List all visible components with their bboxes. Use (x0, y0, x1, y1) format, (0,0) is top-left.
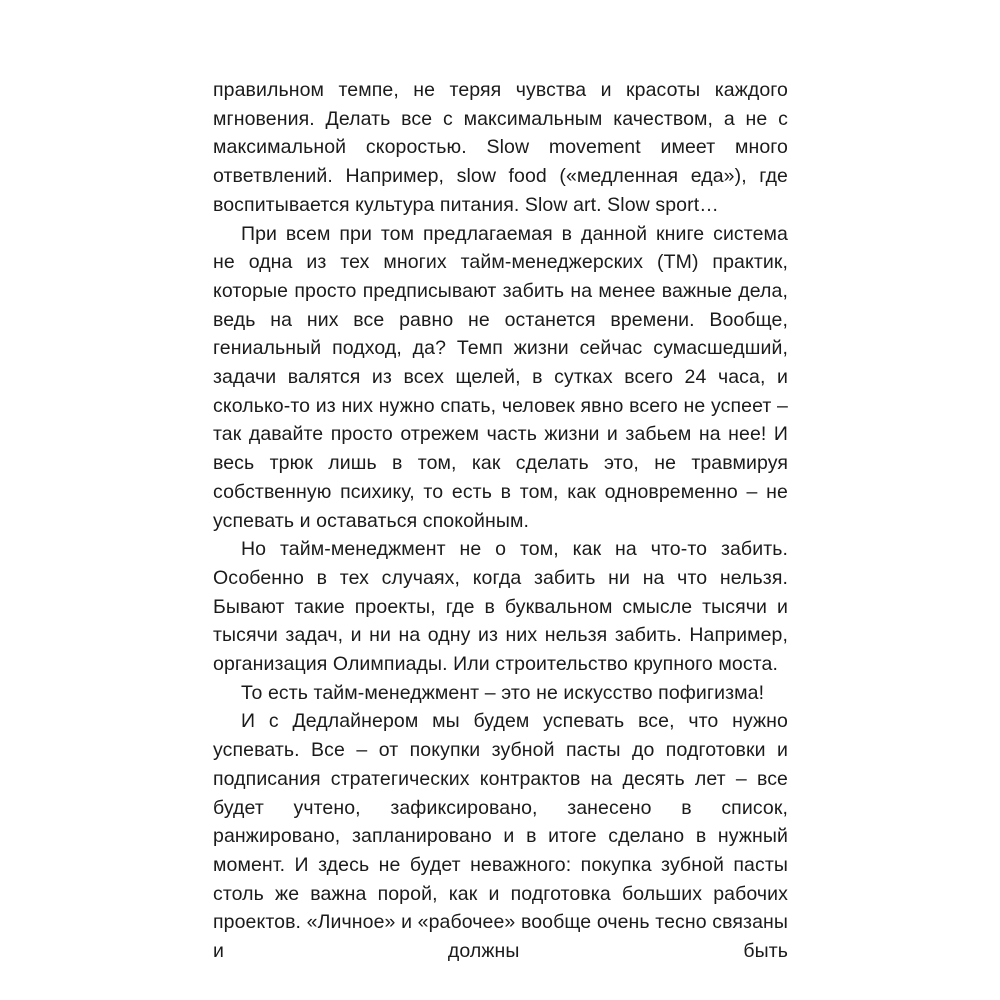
paragraph-continues-next-page: И с Дедлайнером мы будем успевать все, что нужно успевать. Все – от покупки зубной пасты до подготовки и подписания стратегических контрактов на десять лет – все будет учтено, зафиксировано, занесено в список, ранжировано, запланировано и в итоге сделано в нужный момент. И здесь не будет неважного: покупка зубной пасты столь же важна порой, как и подготовка больших рабочих проектов. «Личное» и «рабочее» вообще очень тесно связаны и должны быть (213, 710, 788, 963)
paragraph: То есть тайм-менеджмент – это не искусство пофигизма! (241, 681, 765, 704)
paragraph: Но тайм-менеджмент не о том, как на что-то забить. Особенно в тех случаях, когда забить ни на что нельзя. Бывают такие проекты, где в буквальном смысле тысячи и тысячи задач, и ни на одну из них нельзя забить. Например, организация Олимпиады. Или строительство крупного моста. (213, 538, 788, 676)
page-text-block (213, 76, 788, 966)
paragraph: При всем при том предлагаемая в данной книге система не одна из тех многих тайм-менеджерских (ТМ) практик, которые просто предписывают забить на менее важные дела, ведь на них все равно не останется времени. Вообще, гениальный подход, да? Темп жизни сейчас сумасшедший, задачи валятся из всех щелей, в сутках всего 24 часа, и сколько-то из них нужно спать, человек явно всего не успеет – так давайте просто отрежем часть жизни и забьем на нее! И весь трюк лишь в том, как сделать это, не травмируя собственную психику, то есть в том, как одновременно – не успевать и оставаться спокойным. (213, 222, 788, 532)
paragraph-continued-from-previous-page: правильном темпе, не теряя чувства и красоты каждого мгновения. Делать все с максимальным качеством, а не с максимальной скоростью. Slow movement имеет много ответвлений. Например, slow food («медленная еда»), где воспитывается культура питания. Slow art. Slow sport… (213, 79, 788, 216)
